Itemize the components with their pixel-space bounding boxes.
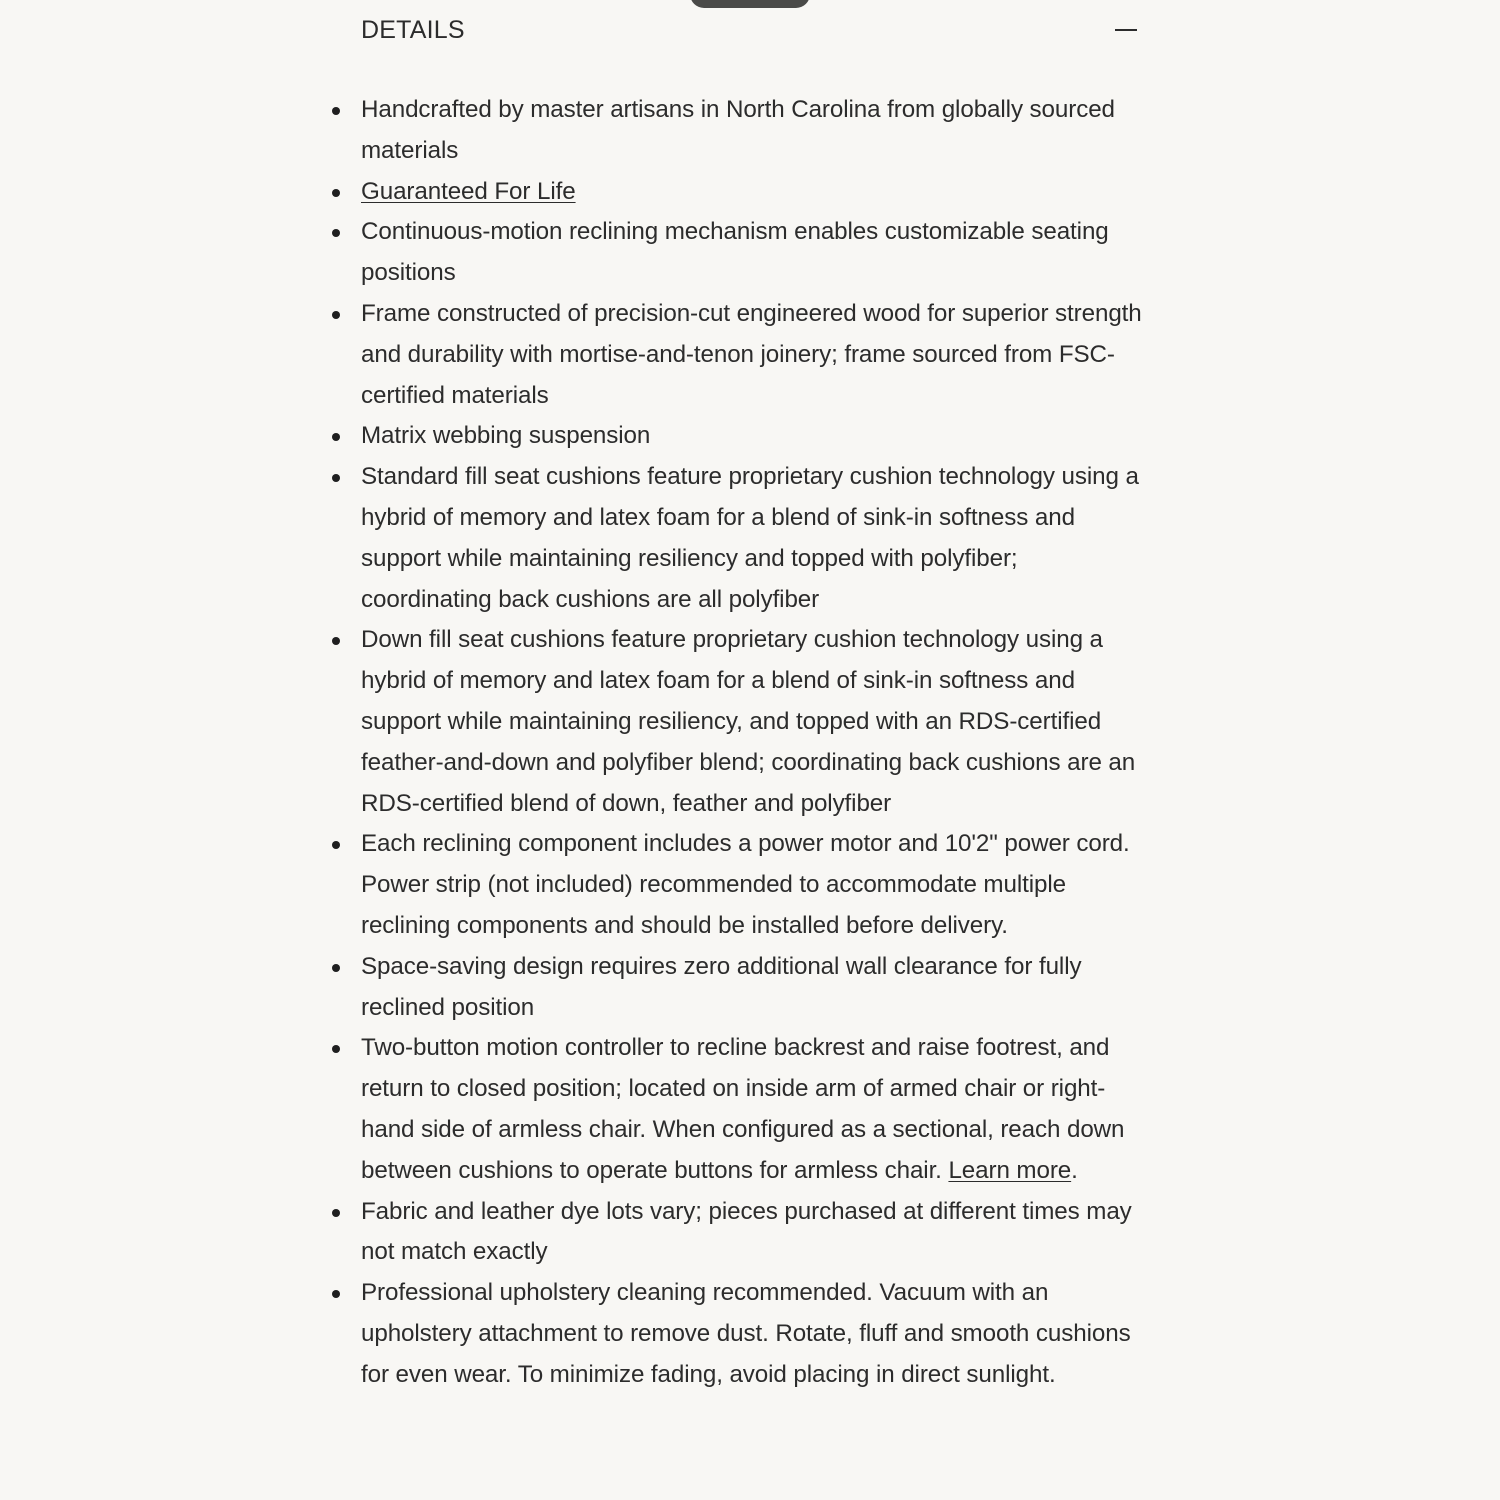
bullet-icon: [332, 964, 340, 972]
bullet-icon: [332, 311, 340, 319]
minus-icon[interactable]: [1115, 19, 1137, 41]
details-list: [361, 90, 1151, 1396]
item-text: Down fill seat cushions feature proprietary cushion technology using a hybrid of memory and latex foam for a blend of sink-in softness and support while maintaining resiliency, and topped with an RDS-certified feather-and-down and polyfiber blend; coordinating back cushions are an RDS-certified blend of down, feather and polyfiber: [361, 626, 1136, 817]
list-item: [361, 90, 1151, 172]
item-text: Professional upholstery cleaning recommended. Vacuum with an upholstery attachment to remove dust. Rotate, fluff and smooth cushions for even wear. To minimize fading, avoid placing in direct sunlight.: [361, 1279, 1131, 1388]
list-item: [361, 1273, 1151, 1395]
bullet-icon: [332, 1290, 340, 1298]
list-item: [361, 1028, 1151, 1191]
item-text: Fabric and leather dye lots vary; pieces purchased at different times may not match exactly: [361, 1197, 1132, 1266]
list-item: [361, 824, 1151, 946]
list-item: [361, 212, 1151, 294]
bullet-icon: [332, 637, 340, 645]
list-item: [361, 947, 1151, 1029]
details-accordion-header[interactable]: [361, 10, 1139, 50]
bullet-icon: [332, 474, 340, 482]
item-text: Space-saving design requires zero additional wall clearance for fully reclined position: [361, 952, 1082, 1021]
list-item: [361, 416, 1151, 457]
bullet-icon: [332, 1045, 340, 1053]
item-text: Each reclining component includes a power motor and 10'2" power cord. Power strip (not included) recommended to accommodate multiple reclining components and should be installed before delivery.: [361, 830, 1130, 939]
item-text: Frame constructed of precision-cut engineered wood for superior strength and durability with mortise-and-tenon joinery; frame sourced from FSC-certified materials: [361, 299, 1142, 409]
bullet-icon: [332, 189, 340, 197]
item-text: Two-button motion controller to recline backrest and raise footrest, and return to closed position; located on inside arm of armed chair or right-hand side of armless chair. When configured as a sectional, reach down between cushions to operate buttons for armless chair.: [361, 1034, 1125, 1184]
list-item: [361, 294, 1151, 416]
item-text: Handcrafted by master artisans in North Carolina from globally sourced materials: [361, 96, 1115, 164]
item-suffix: .: [1071, 1156, 1078, 1184]
item-text: Matrix webbing suspension: [361, 422, 651, 450]
bullet-icon: [332, 229, 340, 237]
list-item: [361, 172, 1151, 213]
list-item: [361, 620, 1151, 824]
bullet-icon: [332, 841, 340, 849]
bullet-icon: [332, 1209, 340, 1217]
list-item: [361, 1192, 1151, 1274]
guaranteed-for-life-link[interactable]: Guaranteed For Life: [361, 177, 576, 205]
details-title: DETAILS: [361, 15, 465, 44]
item-text: Continuous-motion reclining mechanism enables customizable seating positions: [361, 218, 1109, 287]
bullet-icon: [332, 107, 340, 115]
list-item: [361, 457, 1151, 620]
item-text: Standard fill seat cushions feature proprietary cushion technology using a hybrid of memory and latex foam for a blend of sink-in softness and support while maintaining resiliency and topped with polyfiber; coordinating back cushions are all polyfiber: [361, 463, 1139, 613]
learn-more-link[interactable]: Learn more: [948, 1156, 1072, 1184]
bullet-icon: [332, 433, 340, 441]
